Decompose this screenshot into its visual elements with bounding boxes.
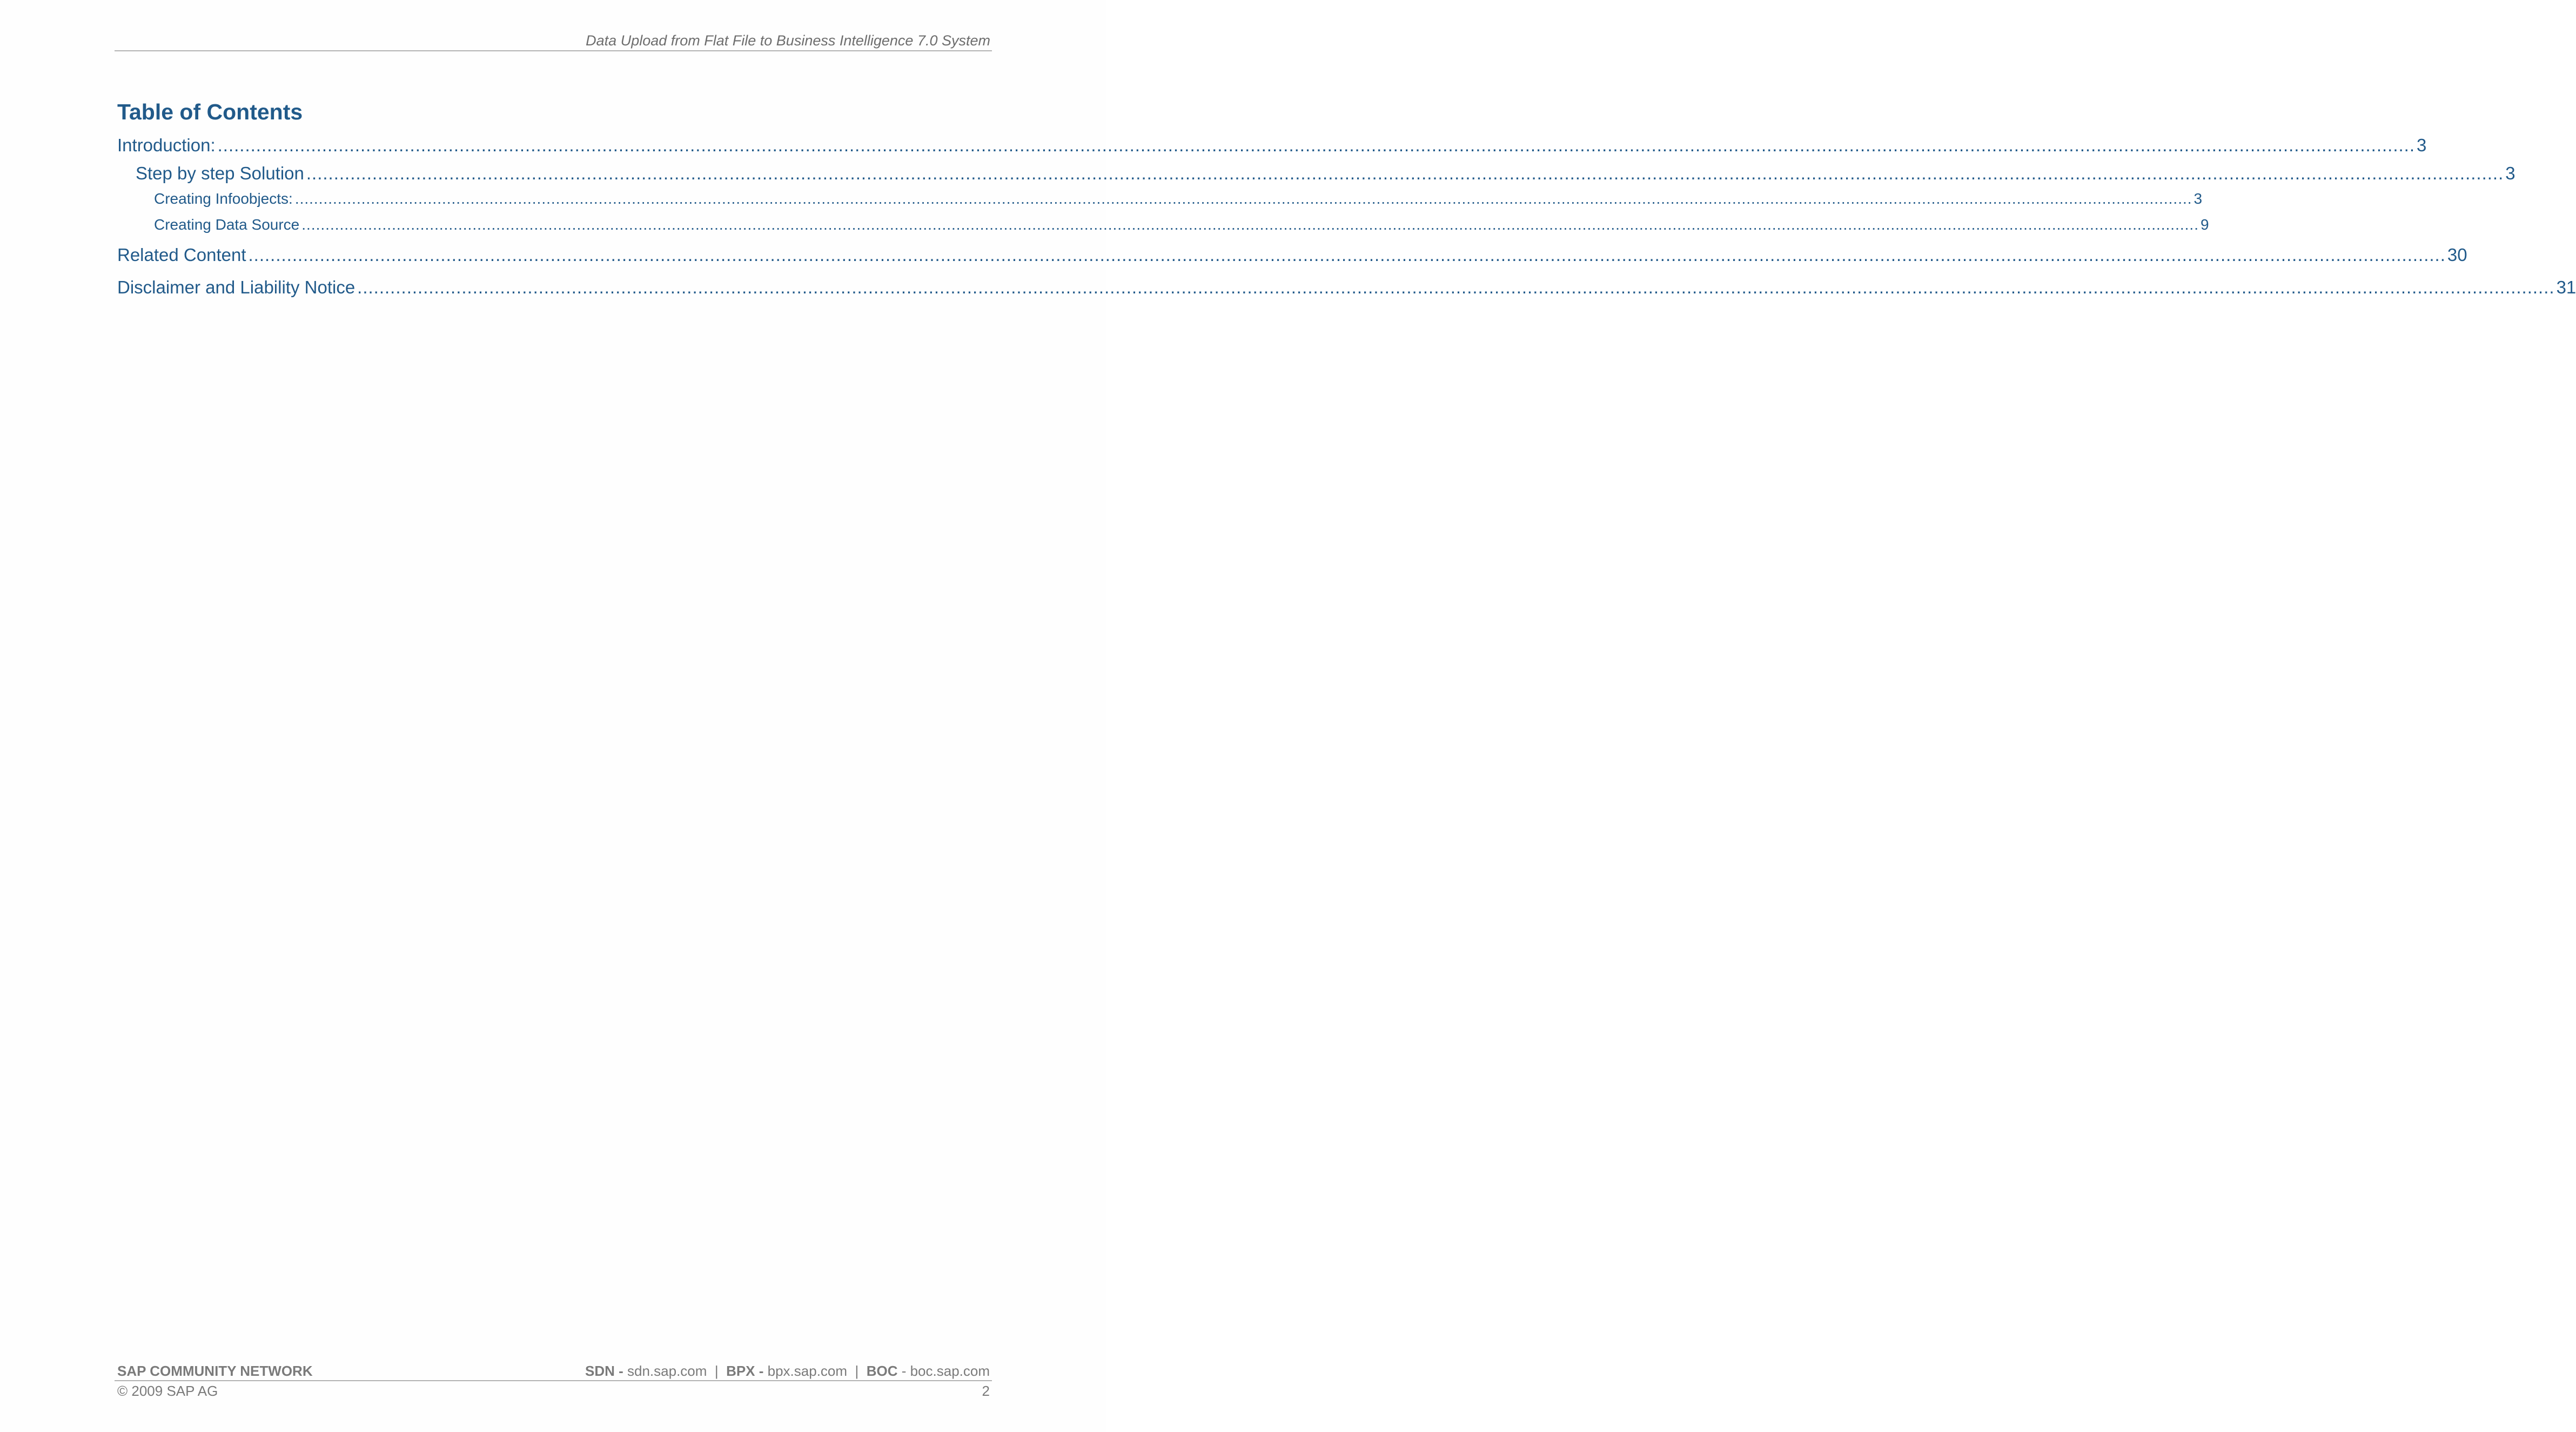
toc-entry-step-by-step-solution[interactable]	[136, 162, 2515, 185]
toc-entry-label: Related Content	[117, 245, 246, 265]
toc-entry-creating-infoobjects[interactable]	[154, 189, 2203, 209]
toc-entry-page: 3	[2417, 135, 2427, 155]
footer-network-name: SAP COMMUNITY NETWORK	[117, 1363, 313, 1379]
toc-dot-leader: ................................................................................................................................................................................................................................................................................................................................................................................................................	[301, 216, 2199, 233]
toc-dot-leader: ................................................................................................................................................................................................................................................................................................................................................................................................................	[357, 277, 2555, 297]
toc-entry-label: Step by step Solution	[136, 163, 304, 183]
toc-entry-label: Disclaimer and Liability Notice	[117, 277, 355, 297]
footer-link-key: BPX	[726, 1363, 755, 1379]
footer-page-number: 2	[982, 1383, 990, 1399]
footer-link-key: SDN	[585, 1363, 615, 1379]
footer-link-bpx[interactable]: bpx.sap.com	[767, 1363, 848, 1379]
toc-entry-label: Introduction:	[117, 135, 216, 155]
footer-divider	[115, 1380, 992, 1381]
toc-dot-leader: ................................................................................................................................................................................................................................................................................................................................................................................................................	[217, 135, 2416, 155]
toc-dot-leader: ................................................................................................................................................................................................................................................................................................................................................................................................................	[306, 163, 2504, 183]
running-header: Data Upload from Flat File to Business Intelligence 7.0 System	[586, 32, 990, 49]
toc-dot-leader: ................................................................................................................................................................................................................................................................................................................................................................................................................	[248, 245, 2446, 265]
toc-entry-page: 3	[2193, 190, 2203, 207]
toc-entry-page: 3	[2505, 163, 2515, 183]
toc-entry-label: Creating Data Source	[154, 216, 300, 233]
toc-entry-disclaimer[interactable]	[117, 276, 2576, 299]
toc-entry-page: 30	[2447, 245, 2467, 265]
footer-copyright: © 2009 SAP AG	[117, 1383, 218, 1399]
toc-entry-introduction[interactable]	[117, 134, 2427, 157]
toc-dot-leader: ................................................................................................................................................................................................................................................................................................................................................................................................................	[294, 190, 2192, 207]
toc-heading: Table of Contents	[117, 99, 303, 124]
toc-entry-page: 31	[2556, 277, 2576, 297]
footer-link-key: BOC	[866, 1363, 898, 1379]
footer-links: SDN - sdn.sap.com | BPX - bpx.sap.com | BOC - boc.sap.com	[585, 1363, 990, 1379]
toc-entry-creating-data-source[interactable]	[154, 215, 2209, 235]
toc-entry-page: 9	[2200, 216, 2209, 233]
footer-link-sdn[interactable]: sdn.sap.com	[627, 1363, 707, 1379]
toc-entry-related-content[interactable]	[117, 244, 2467, 266]
footer-link-boc[interactable]: boc.sap.com	[910, 1363, 990, 1379]
header-divider	[115, 50, 992, 51]
toc-entry-label: Creating Infoobjects:	[154, 190, 293, 207]
